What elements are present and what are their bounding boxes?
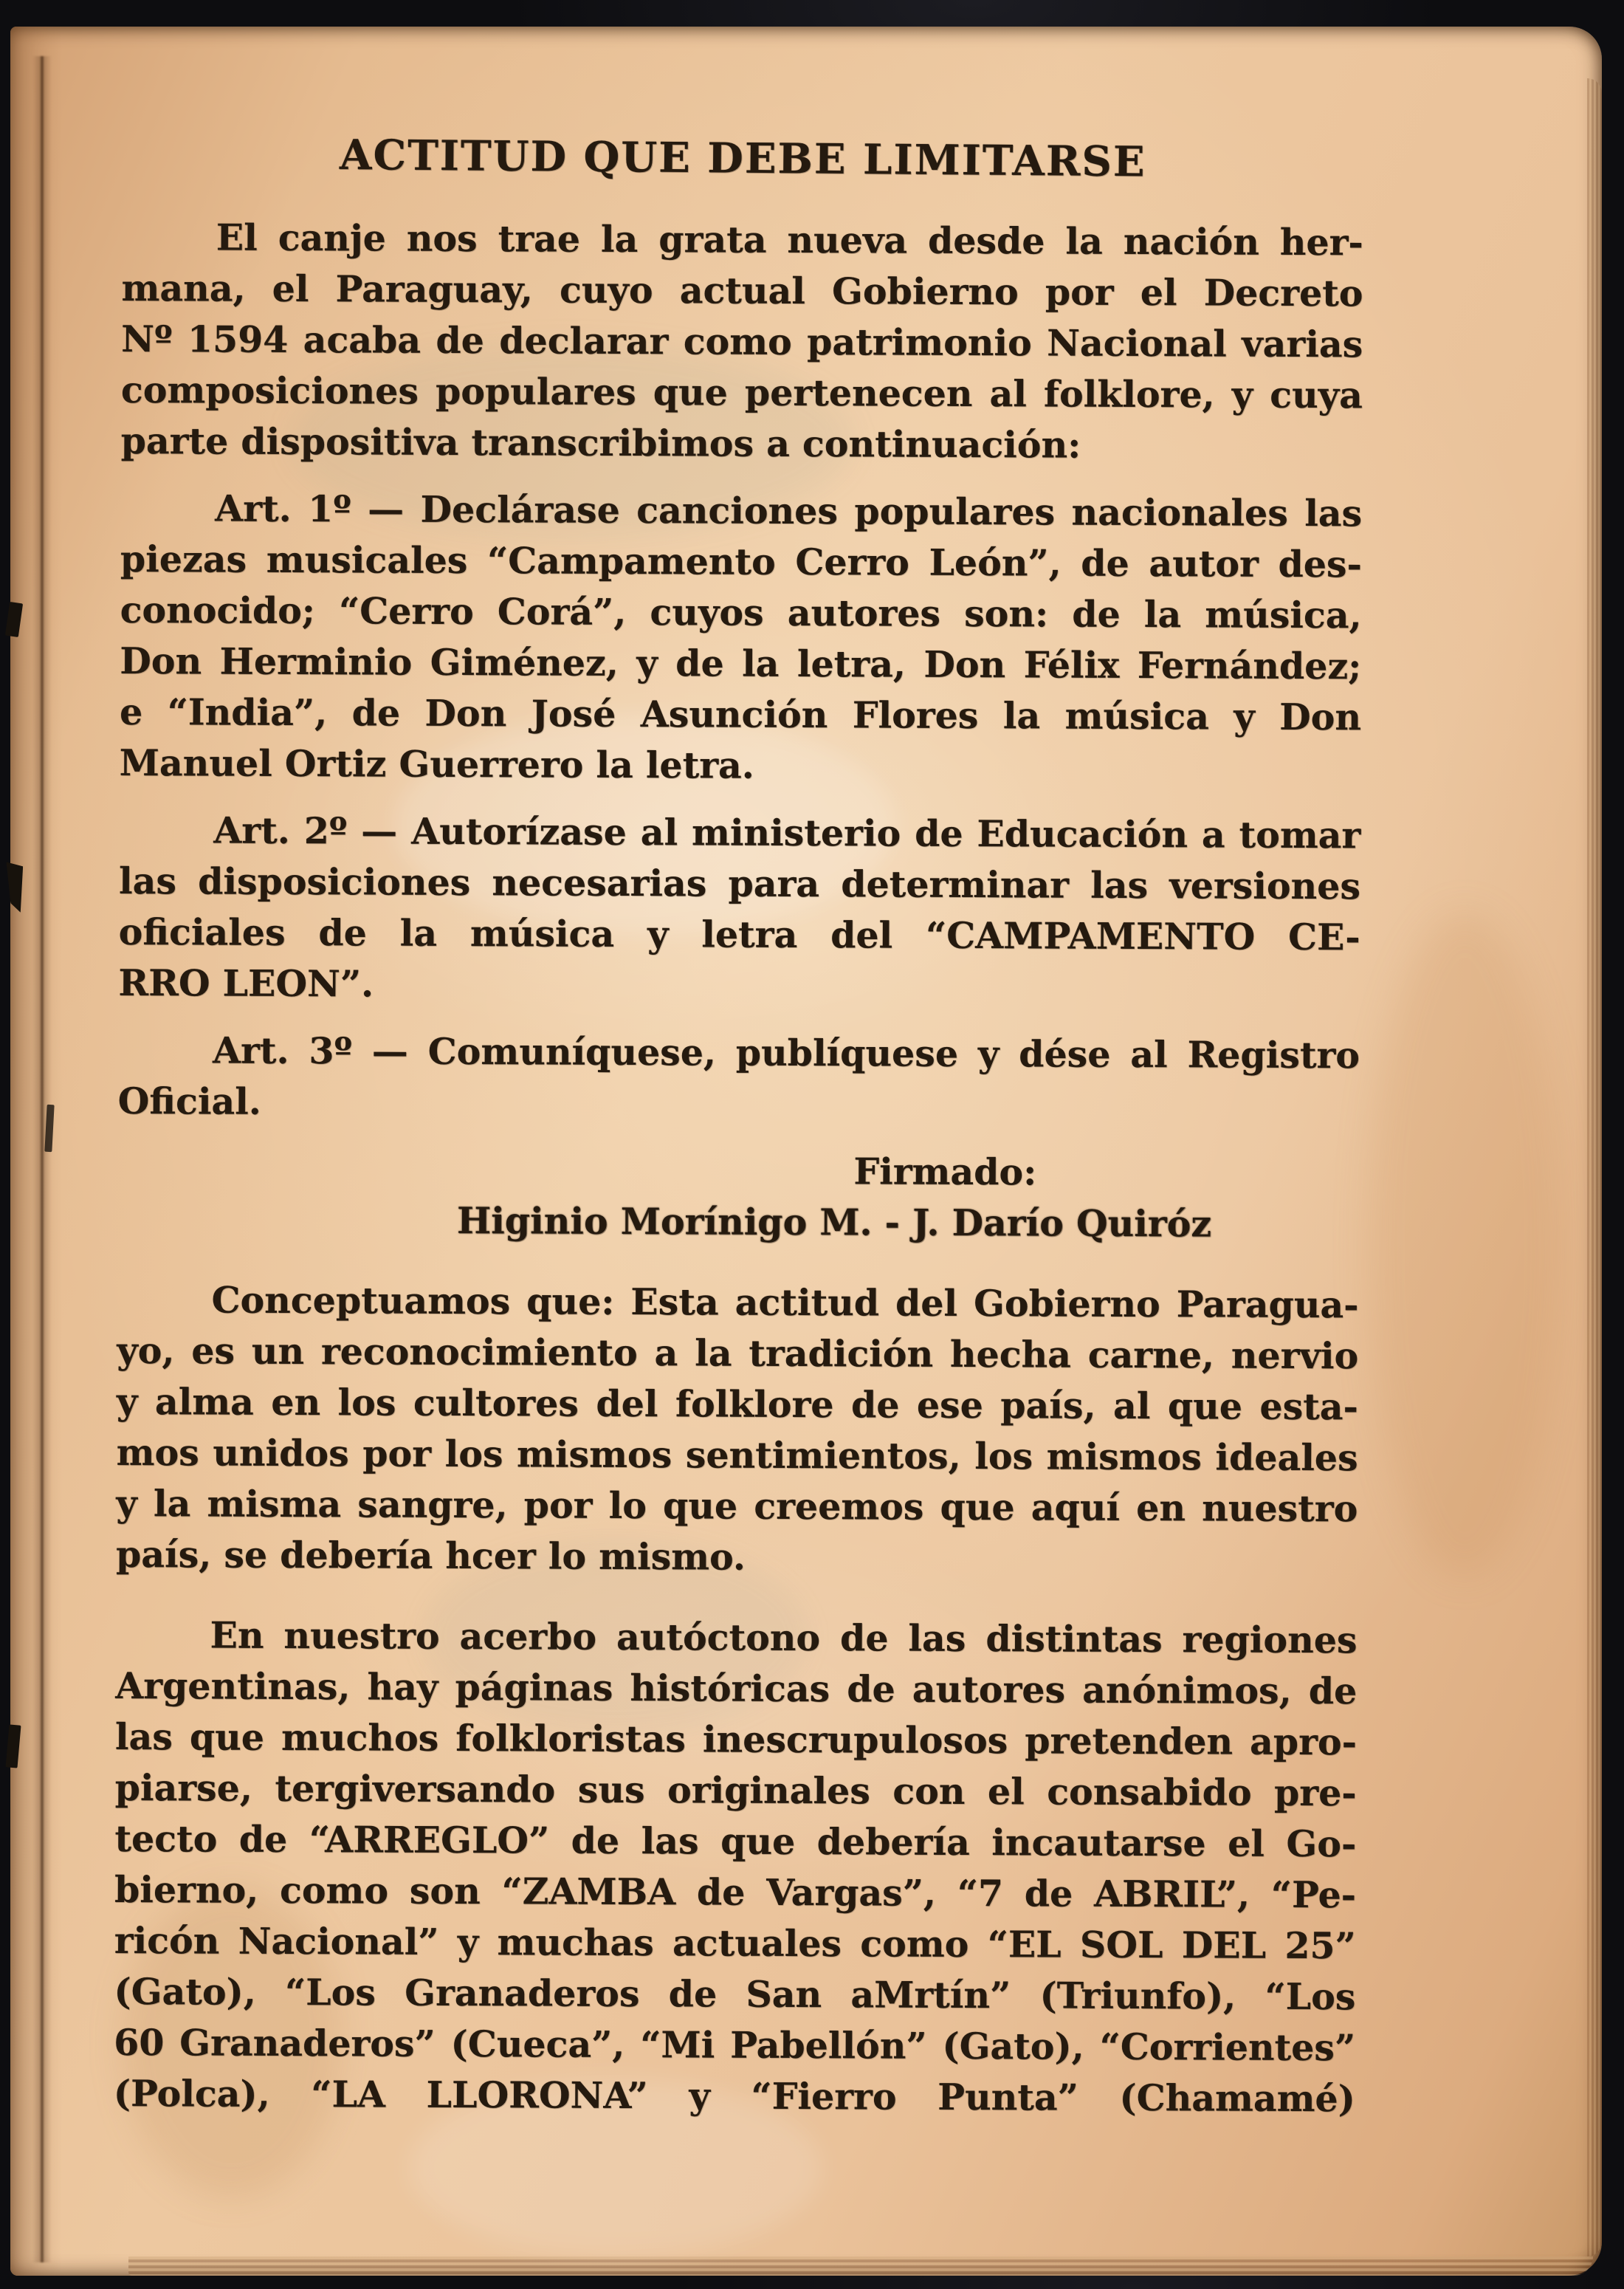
text-line: parte dispositiva transcribimos a continuación: — [120, 419, 1081, 467]
page-edge-stack-bottom — [128, 2257, 1593, 2276]
text-line: ricón Nacional” y muchas actuales como “EL SOL DEL 25” — [114, 1918, 1356, 1968]
text-line: las que muchos folkloristas inescrupulosos pretenden apro- — [114, 1715, 1358, 1764]
paragraph-intro — [120, 212, 1363, 472]
text-line: y alma en los cultores del folklore de ese país, al que esta- — [116, 1379, 1359, 1429]
text-line: piarse, tergiversando sus originales con el consabido pre- — [114, 1765, 1357, 1815]
text-line: yo, es un reconocimiento a la tradición hecha carne, nervio — [117, 1328, 1359, 1378]
text-line: Art. 1º — Declárase canciones populares nacionales las — [215, 487, 1363, 535]
book-page — [10, 27, 1602, 2276]
text-line: tecto de “ARREGLO” de las que debería incautarse el Go- — [114, 1816, 1357, 1866]
text-line: Art. 3º — Comuníquese, publíquese y dése al Registro — [212, 1029, 1360, 1077]
text-line: El canje nos trae la grata nueva desde la nación her- — [216, 216, 1363, 264]
paragraph-article-2 — [118, 805, 1360, 1014]
paragraph-article-3 — [118, 1025, 1360, 1132]
page-edge-stack-right — [1587, 78, 1602, 2257]
page-text — [113, 130, 1363, 2141]
text-line: (Gato), “Los Granaderos de San aMrtín” (Triunfo), “Los — [114, 1969, 1356, 2019]
text-line: bierno, como son “ZAMBA de Vargas”, “7 de ABRIL”, “Pe- — [114, 1867, 1357, 1917]
text-line: piezas musicales “Campamento Cerro León”, de autor des- — [120, 537, 1363, 586]
text-line: las disposiciones necesarias para determinar las versiones — [118, 859, 1361, 908]
text-line: y la misma sangre, por lo que creemos que aquí en nuestro — [116, 1481, 1358, 1531]
paper-stain — [1369, 913, 1561, 1577]
text-line: mos unidos por los mismos sentimientos, los mismos ideales — [116, 1430, 1358, 1480]
text-line: (Polca), “LA LLORONA” y “Fierro Punta” (Chamamé) — [113, 2071, 1355, 2121]
text-line: RRO LEON”. — [118, 961, 374, 1006]
paragraph-closing — [114, 1610, 1358, 2124]
signature-block — [117, 1143, 1360, 1250]
text-line: mana, el Paraguay, cuyo actual Gobierno por el Decreto — [121, 266, 1363, 315]
text-line: país, se debería hcer lo mismo. — [115, 1532, 746, 1579]
text-line: Oficial. — [117, 1079, 262, 1123]
gutter-crease — [32, 56, 52, 2262]
text-line: conocido; “Cerro Corá”, cuyos autores son: de la música, — [120, 588, 1362, 637]
text-line: Art. 2º — Autorízase al ministerio de Educación a tomar — [213, 809, 1361, 857]
text-line: Manuel Ortiz Guerrero la letra. — [119, 741, 755, 787]
text-line: Nº 1594 acaba de declarar como patrimonio Nacional varias — [121, 317, 1363, 366]
text-line: e “India”, de Don José Asunción Flores la música y Don — [119, 690, 1362, 739]
page-title: ACTITUD QUE DEBE LIMITARSE — [339, 130, 1146, 187]
signature-names: Higinio Morínigo M. - J. Darío Quiróz — [456, 1198, 1212, 1246]
text-line: composiciones populares que pertenecen al folklore, y cuya — [120, 368, 1363, 417]
text-line: Argentinas, hay páginas históricas de autores anónimos, de — [115, 1664, 1358, 1713]
text-line: oficiales de la música y letra del “CAMPAMENTO CE- — [118, 910, 1360, 959]
paragraph-article-1 — [120, 483, 1363, 794]
text-line: En nuestro acerbo autóctono de las distintas regiones — [210, 1613, 1358, 1662]
text-line: Conceptuamos que: Esta actitud del Gobierno Paragua- — [211, 1278, 1359, 1327]
text-line: Don Herminio Giménez, y de la letra, Don Félix Fernández; — [120, 639, 1362, 688]
text-line: 60 Granaderos” (Cueca”, “Mi Pabellón” (Gato), “Corrientes” — [114, 2020, 1356, 2070]
signed-label: Firmado: — [853, 1150, 1037, 1194]
paragraph-commentary — [116, 1274, 1359, 1585]
